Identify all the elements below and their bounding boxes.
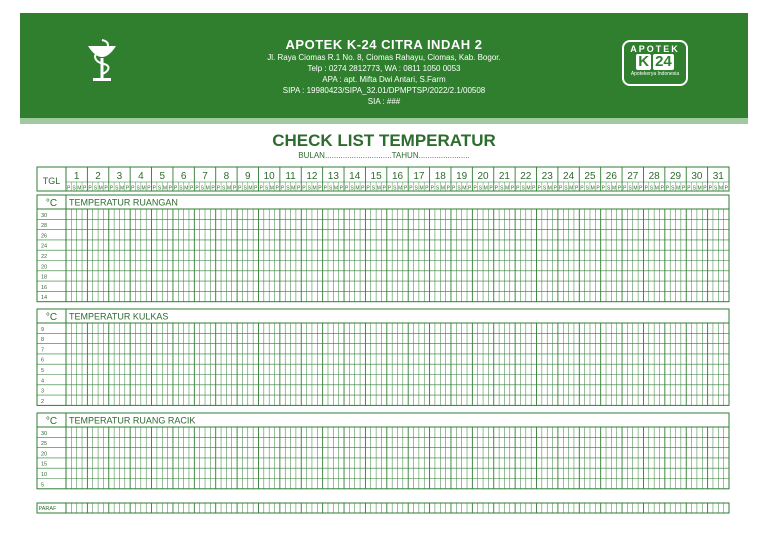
- shift-label: M: [184, 185, 189, 192]
- shift-label: M: [120, 185, 125, 192]
- shift-label: P: [216, 185, 221, 192]
- shift-label: M: [633, 185, 638, 192]
- shift-label: P: [83, 185, 87, 192]
- shift-label: M: [77, 185, 82, 192]
- day-number-25: 25: [584, 171, 596, 182]
- shift-label: M: [654, 185, 659, 192]
- shift-label: M: [676, 185, 681, 192]
- day-number-22: 22: [520, 171, 532, 182]
- level-label-7: 7: [41, 347, 45, 354]
- shift-label: M: [226, 185, 232, 192]
- day-number-19: 19: [456, 171, 468, 182]
- pharmacy-sipa: SIPA : 19980423/SIPA_32.01/DPMPTSP/2022/2.1/00508: [282, 86, 486, 95]
- shift-label: P: [238, 185, 242, 192]
- shift-label: M: [483, 185, 488, 192]
- shift-label: P: [687, 185, 691, 192]
- level-label-14: 14: [41, 295, 48, 302]
- shift-label: S: [457, 185, 461, 192]
- shift-label: P: [211, 185, 215, 192]
- month-year-line: BULAN..............................TAHUN.......................: [298, 151, 470, 160]
- day-number-28: 28: [648, 171, 660, 182]
- shift-label: P: [67, 185, 71, 192]
- shift-label: P: [339, 185, 344, 192]
- section-title-1: TEMPERATUR KULKAS: [69, 311, 169, 322]
- shift-label: P: [403, 185, 408, 192]
- shift-label: M: [355, 185, 360, 192]
- shift-label: S: [222, 185, 226, 192]
- shift-label: M: [141, 185, 146, 192]
- section-title-0: TEMPERATUR RUANGAN: [69, 197, 178, 208]
- day-number-12: 12: [306, 171, 318, 182]
- pharmacy-phone: Telp : 0274 2812773, WA : 0811 1050 0053: [307, 64, 461, 73]
- shift-label: S: [649, 185, 654, 192]
- day-number-14: 14: [349, 171, 361, 182]
- level-label-15: 15: [41, 461, 48, 468]
- shift-label: P: [703, 185, 707, 192]
- shift-label: S: [414, 185, 418, 192]
- day-number-17: 17: [413, 171, 425, 182]
- shift-label: M: [398, 185, 403, 192]
- level-label-5: 5: [41, 368, 45, 374]
- unit-label: °C: [45, 312, 58, 323]
- level-label-2: 2: [41, 398, 45, 405]
- shift-label: S: [435, 185, 440, 192]
- day-number-20: 20: [477, 171, 489, 182]
- level-label-26: 26: [41, 233, 48, 240]
- level-label-22: 22: [41, 254, 48, 260]
- level-label-6: 6: [41, 357, 45, 364]
- level-label-25: 25: [41, 441, 48, 448]
- day-number-26: 26: [605, 171, 617, 182]
- shift-label: S: [157, 185, 162, 192]
- level-label-16: 16: [41, 284, 48, 291]
- day-number-1: 1: [73, 171, 80, 182]
- day-number-5: 5: [159, 171, 166, 182]
- shift-label: P: [601, 185, 606, 192]
- shift-label: P: [451, 185, 456, 192]
- shift-label: M: [697, 185, 702, 192]
- shift-label: S: [542, 185, 547, 192]
- shift-label: S: [500, 185, 504, 192]
- day-number-6: 6: [180, 171, 187, 182]
- day-number-23: 23: [541, 171, 553, 182]
- tgl-label: TGL: [42, 176, 61, 186]
- shift-label: M: [505, 185, 510, 192]
- shift-label: P: [361, 185, 365, 192]
- shift-label: P: [510, 185, 515, 192]
- shift-label: P: [558, 185, 563, 192]
- level-label-24: 24: [41, 243, 48, 250]
- unit-label: °C: [45, 198, 58, 209]
- shift-label: S: [307, 185, 311, 192]
- day-number-16: 16: [391, 171, 404, 182]
- shift-label: P: [580, 185, 584, 192]
- shift-label: M: [590, 185, 595, 192]
- shift-label: P: [494, 185, 499, 192]
- shift-label: P: [617, 185, 622, 192]
- shift-label: P: [104, 185, 108, 192]
- shift-label: P: [259, 185, 263, 192]
- day-number-27: 27: [627, 171, 639, 182]
- day-number-7: 7: [202, 171, 208, 182]
- shift-label: P: [147, 185, 151, 192]
- shift-label: S: [200, 185, 205, 192]
- paraf-label: PARAF: [38, 506, 57, 512]
- pharmacy-sia: SIA : ###: [367, 97, 401, 106]
- shift-label: P: [88, 185, 92, 192]
- shift-label: S: [72, 185, 76, 192]
- shift-label: P: [173, 185, 178, 192]
- level-label-30: 30: [41, 430, 48, 437]
- shift-label: S: [521, 185, 525, 192]
- level-label-8: 8: [41, 337, 45, 344]
- level-label-3: 3: [41, 388, 45, 395]
- day-number-18: 18: [434, 171, 446, 182]
- shift-label: M: [269, 185, 274, 192]
- day-number-2: 2: [95, 171, 101, 182]
- shift-label: P: [387, 185, 392, 192]
- shift-label: P: [280, 185, 285, 192]
- shift-label: P: [345, 185, 349, 192]
- shift-label: S: [607, 185, 611, 192]
- level-label-10: 10: [41, 472, 48, 478]
- shift-label: S: [628, 185, 632, 192]
- level-label-5: 5: [41, 482, 45, 489]
- shift-label: P: [195, 185, 199, 192]
- k24-logo-k: K: [638, 53, 650, 70]
- shift-label: S: [179, 185, 183, 192]
- level-label-28: 28: [41, 223, 48, 230]
- unit-label: °C: [45, 416, 58, 427]
- shift-label: P: [318, 185, 322, 192]
- day-number-10: 10: [263, 171, 275, 182]
- shift-label: S: [93, 185, 98, 192]
- shift-label: P: [473, 185, 477, 192]
- day-number-15: 15: [370, 171, 382, 182]
- shift-label: P: [724, 185, 728, 192]
- shift-label: P: [489, 185, 493, 192]
- day-number-21: 21: [498, 171, 510, 182]
- shift-label: S: [478, 185, 483, 192]
- shift-label: M: [248, 185, 253, 192]
- shift-label: M: [547, 185, 552, 192]
- shift-label: P: [425, 185, 429, 192]
- shift-label: P: [596, 185, 600, 192]
- shift-label: S: [671, 185, 675, 192]
- shift-label: M: [376, 185, 381, 192]
- day-number-30: 30: [691, 171, 703, 182]
- shift-label: S: [136, 185, 140, 192]
- shift-label: P: [382, 185, 386, 192]
- page-title: CHECK LIST TEMPERATUR: [272, 131, 496, 150]
- day-number-4: 4: [138, 171, 144, 182]
- shift-label: P: [708, 185, 712, 192]
- shift-label: M: [162, 185, 168, 192]
- shift-label: M: [419, 185, 424, 192]
- shift-label: P: [302, 185, 306, 192]
- shift-label: S: [393, 185, 397, 192]
- shift-label: P: [409, 185, 413, 192]
- shift-label: M: [462, 185, 467, 192]
- shift-label: P: [665, 185, 670, 192]
- day-number-9: 9: [245, 171, 251, 182]
- shift-label: P: [623, 185, 627, 192]
- day-number-29: 29: [669, 171, 682, 182]
- shift-label: P: [660, 185, 664, 192]
- shift-label: M: [611, 185, 617, 192]
- level-label-30: 30: [41, 212, 48, 219]
- shift-label: P: [644, 185, 648, 192]
- shift-label: P: [152, 185, 156, 192]
- shift-label: P: [296, 185, 301, 192]
- shift-label: P: [681, 185, 686, 192]
- pharmacy-name: APOTEK K-24 CITRA INDAH 2: [285, 37, 483, 52]
- shift-label: M: [291, 185, 296, 192]
- day-number-13: 13: [327, 171, 339, 182]
- level-label-4: 4: [41, 378, 45, 385]
- shift-label: M: [526, 185, 531, 192]
- day-number-3: 3: [116, 171, 123, 182]
- shift-label: S: [243, 185, 247, 192]
- shift-label: M: [569, 185, 574, 192]
- shift-label: P: [323, 185, 327, 192]
- shift-label: P: [125, 185, 130, 192]
- shift-label: S: [286, 185, 290, 192]
- shift-label: P: [537, 185, 541, 192]
- shift-label: P: [189, 185, 194, 192]
- k24-logo-tagline: Apotekerya Indonesia: [630, 71, 680, 77]
- shift-label: S: [713, 185, 718, 192]
- day-number-11: 11: [285, 171, 296, 182]
- shift-label: S: [328, 185, 333, 192]
- shift-label: M: [98, 185, 103, 192]
- shift-label: P: [254, 185, 258, 192]
- shift-label: P: [131, 185, 135, 192]
- shift-label: M: [333, 185, 339, 192]
- shift-label: P: [168, 185, 172, 192]
- k24-logo-num: 24: [655, 53, 672, 70]
- shift-label: P: [516, 185, 520, 192]
- shift-label: P: [446, 185, 450, 192]
- shift-label: P: [232, 185, 237, 192]
- day-number-24: 24: [563, 171, 575, 182]
- pharmacy-apa: APA : apt. Mifta Dwi Antari, S.Farm: [322, 75, 446, 84]
- shift-label: P: [109, 185, 114, 192]
- section-title-2: TEMPERATUR RUANG RACIK: [69, 415, 196, 426]
- shift-label: S: [115, 185, 119, 192]
- shift-label: P: [275, 185, 279, 192]
- shift-label: S: [371, 185, 376, 192]
- shift-label: S: [564, 185, 568, 192]
- shift-label: S: [585, 185, 589, 192]
- shift-label: S: [350, 185, 354, 192]
- level-label-18: 18: [41, 274, 48, 281]
- level-label-20: 20: [41, 264, 48, 271]
- k24-logo-top: APOTEK: [630, 44, 680, 54]
- shift-label: S: [264, 185, 269, 192]
- shift-label: P: [468, 185, 472, 192]
- shift-label: P: [532, 185, 536, 192]
- shift-label: P: [430, 185, 434, 192]
- day-number-8: 8: [223, 171, 230, 182]
- level-label-20: 20: [41, 451, 48, 458]
- shift-label: P: [366, 185, 370, 192]
- shift-label: P: [574, 185, 579, 192]
- shift-label: M: [440, 185, 446, 192]
- shift-label: M: [205, 185, 210, 192]
- level-label-9: 9: [41, 326, 45, 333]
- shift-label: S: [692, 185, 696, 192]
- shift-label: M: [312, 185, 317, 192]
- shift-label: P: [553, 185, 557, 192]
- day-number-31: 31: [712, 171, 724, 182]
- shift-label: P: [639, 185, 643, 192]
- shift-label: M: [718, 185, 724, 192]
- pharmacy-address: Jl. Raya Ciomas R.1 No. 8, Ciomas Rahayu, Ciomas, Kab. Bogor.: [267, 53, 501, 62]
